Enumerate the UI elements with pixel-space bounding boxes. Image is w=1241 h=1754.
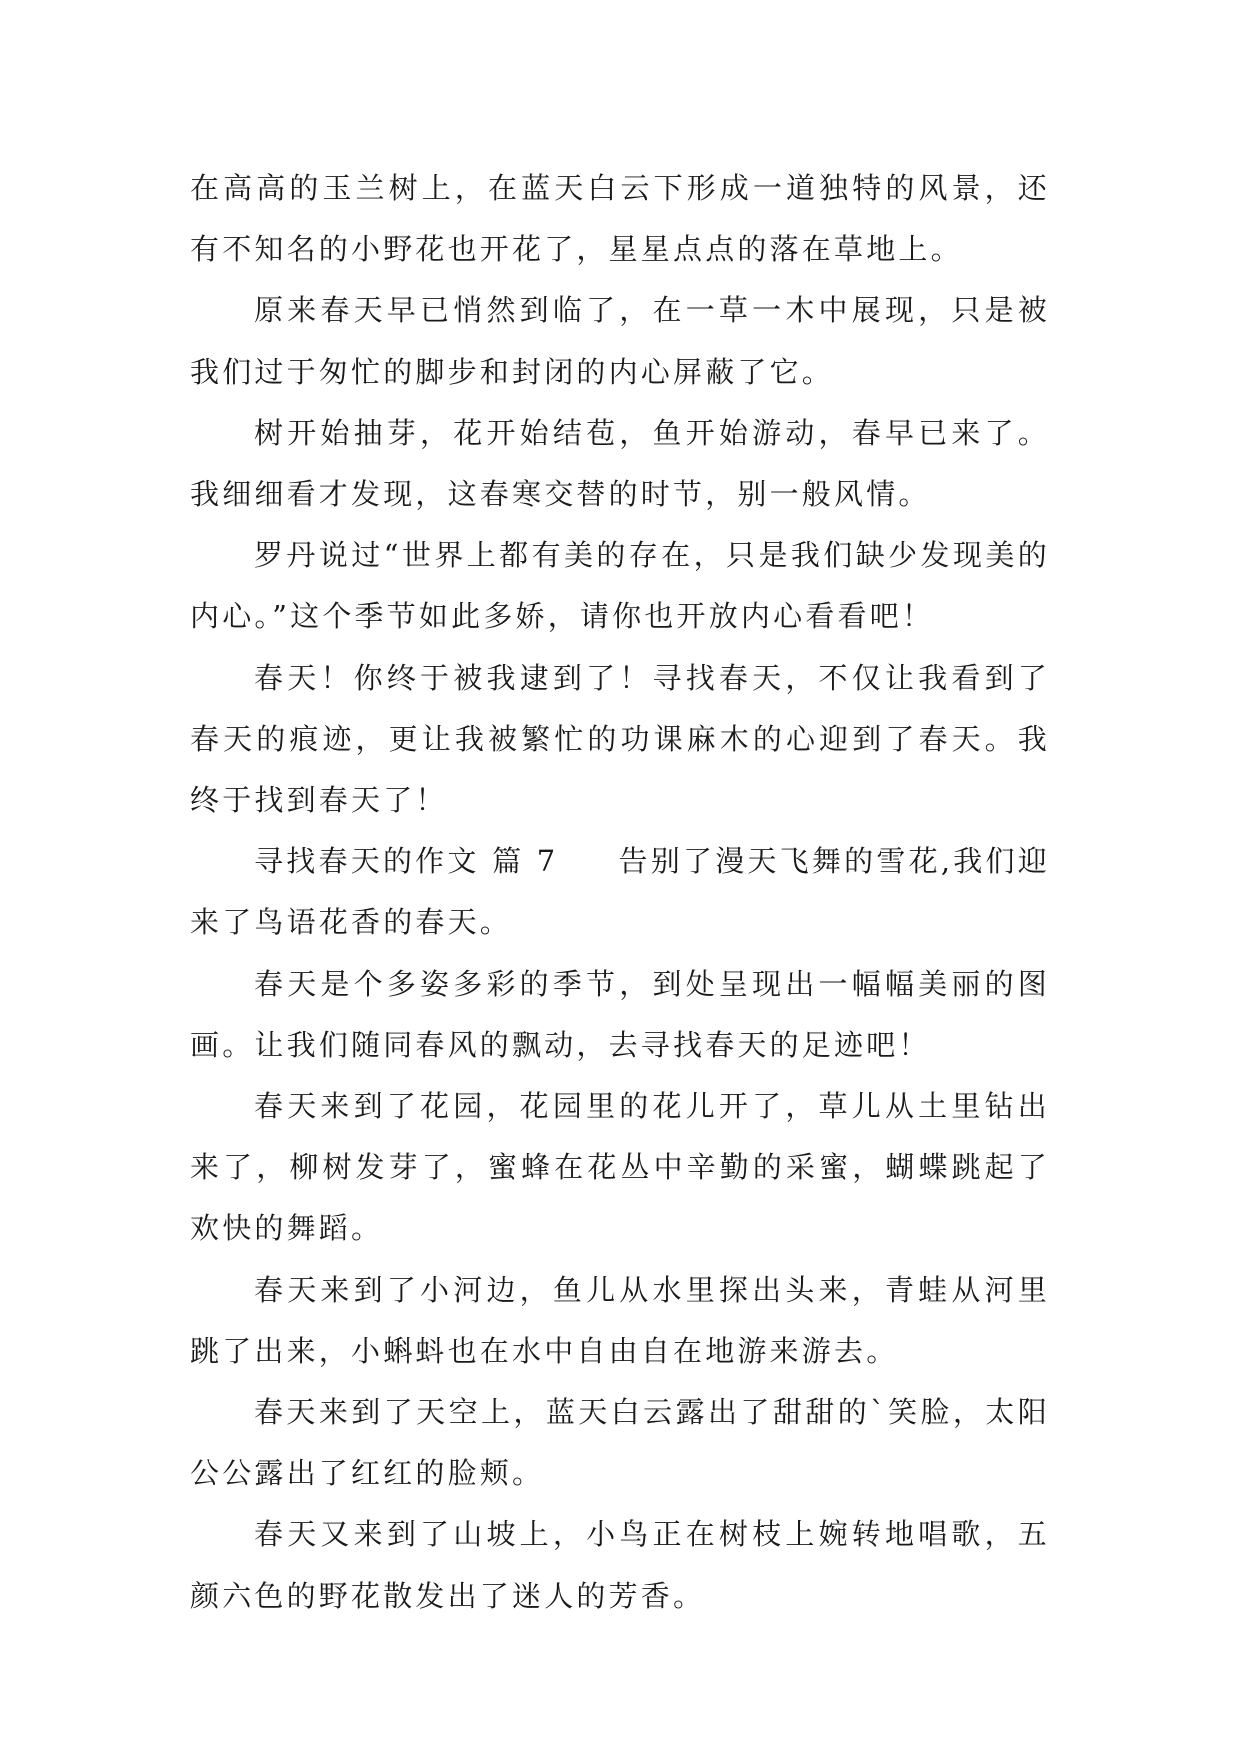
document-body [190,158,1050,1627]
paragraph: 春天来到了天空上，蓝天白云露出了甜甜的`笑脸，太阳公公露出了红红的脸颊。 [190,1395,1050,1491]
section-title: 寻找春天的作文 篇 7 [254,844,559,879]
section-heading-paragraph [190,831,1050,953]
section-first-sentence: 告别了漫天飞舞的雪花,我们迎来了鸟语花香的春天。 [190,844,1050,940]
paragraph: 在高高的玉兰树上，在蓝天白云下形成一道独特的风景，还有不知名的小野花也开花了，星星点点的落在草地上。 [190,171,1050,267]
paragraph: 原来春天早已悄然到临了，在一草一木中展现，只是被我们过于匆忙的脚步和封闭的内心屏蔽了它。 [190,293,1050,389]
paragraph: 树开始抽芽，花开始结苞，鱼开始游动，春早已来了。我细细看才发现，这春寒交替的时节，别一般风情。 [190,415,1050,512]
paragraph: 春天来到了花园，花园里的花儿开了，草儿从土里钻出来了，柳树发芽了，蜜蜂在花丛中辛勤的采蜜，蝴蝶跳起了欢快的舞蹈。 [190,1089,1050,1246]
paragraph: 春天！你终于被我逮到了！寻找春天，不仅让我看到了春天的痕迹，更让我被繁忙的功课麻木的心迎到了春天。我终于找到春天了！ [190,660,1050,818]
paragraph: 春天来到了小河边，鱼儿从水里探出头来，青蛙从河里跳了出来，小蝌蚪也在水中自由自在地游来游去。 [190,1272,1050,1368]
paragraph: 罗丹说过“世界上都有美的存在，只是我们缺少发现美的内心。”这个季节如此多娇，请你也开放内心看看吧！ [190,538,1050,634]
paragraph: 春天是个多姿多彩的季节，到处呈现出一幅幅美丽的图画。让我们随同春风的飘动，去寻找春天的足迹吧！ [190,966,1050,1062]
paragraph: 春天又来到了山坡上，小鸟正在树枝上婉转地唱歌，五颜六色的野花散发出了迷人的芳香。 [190,1517,1050,1613]
